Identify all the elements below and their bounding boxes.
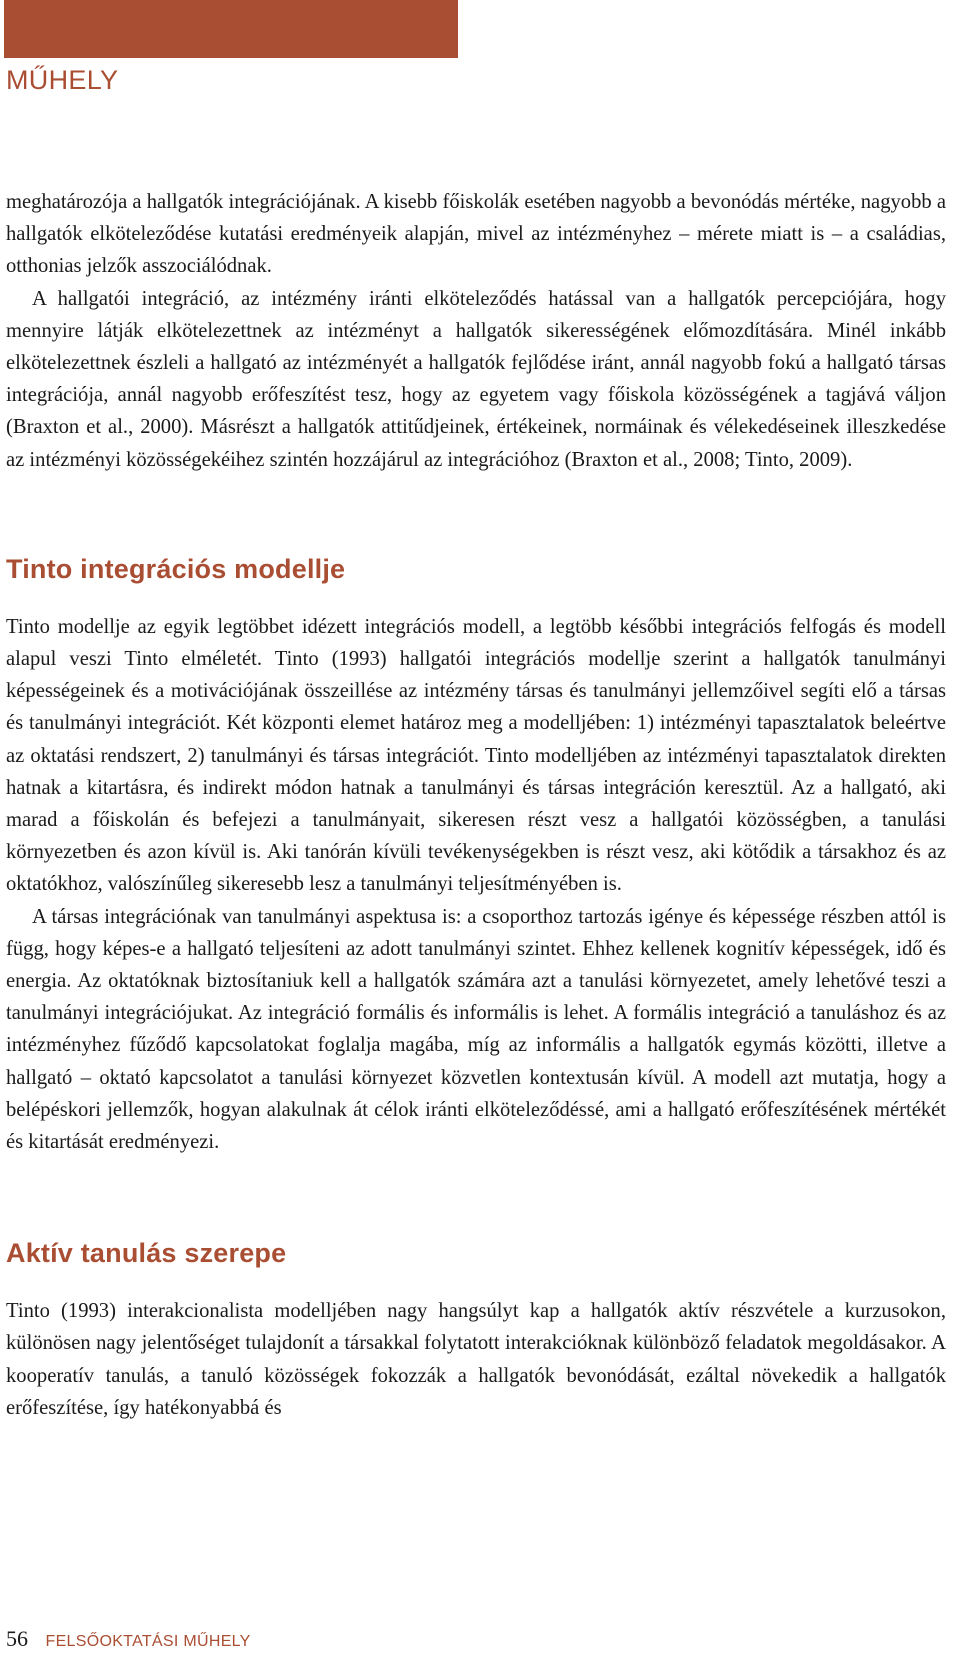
paragraph-tinto-2: A társas integrációnak van tanulmányi aspektusa is: a csoporthoz tartozás igénye és képessége részben attól is függ, hogy képes-e a hallgató teljesíteni az adott tanulmányi szintet. Ehhez kellenek kognitív képességek, idő és energia. Az oktatóknak biztosítaniuk kell a hallgatók számára azt a tanulási környezetet, amely lehetővé teszi a tanulmányi integrációjukat. Az integráció formális és informális is lehet. A formális integráció a tanuláshoz és az intézményhez fűződő kapcsolatokat foglalja magába, míg az informális a hallgatók egymás közötti, illetve a hallgató – oktató kapcsolatot a tanulási környezet közvetlen kontextusán kívül. A modell azt mutatja, hogy a belépéskori jellemzők, hogyan alakulnak át célok iránti elköteleződéssé, ami a hallgató erőfeszítésének mértékét és kitartását eredményezi. [6, 905, 946, 1154]
article-body [6, 186, 946, 1424]
paragraph-intro-2: A hallgatói integráció, az intézmény iránti elköteleződés hatással van a hallgatók percepciójára, hogy mennyire látják elkötelezettnek az intézményt a hallgatók sikerességének előmozdítására. Minél inkább elkötelezettnek észleli a hallgató az intézményét a hallgatók fejlődése iránt, annál nagyobb fokú a hallgató társas integrációja, annál nagyobb erőfeszítést tesz, hogy az egyetem vagy főiskola közösségének a tagjává váljon (Braxton et al., 2000). Másrészt a hallgatók attitűdjeinek, értékeinek, normáinak és vélekedéseinek illeszkedése az intézményi közösségekéihez szintén hozzájárul az integrációhoz (Braxton et al., 2008; Tinto, 2009). [6, 287, 946, 471]
paragraph-tinto-1: Tinto modellje az egyik legtöbbet idézett integrációs modell, a legtöbb későbbi integrációs felfogás és modell alapul veszi Tinto elméletét. Tinto (1993) hallgatói integrációs modellje szerint a hallgatók tanulmányi képességeinek és a motivációjának összeillése az intézmény társas és tanulmányi jellemzőivel segíti elő a társas és tanulmányi integrációt. Két központi elemet határoz meg a modelljében: 1) intézményi tapasztalatok beleértve az oktatási rendszert, 2) tanulmányi és társas integrációt. Tinto modelljében az intézményi tapasztalatok direkten hatnak a kitartásra, és indirekt módon hatnak a tanulmányi és társas integráción keresztül. Az a hallgató, aki marad a főiskolán és befejezi a tanulmányait, sikeresen részt vesz a hallgatói közösségben, a tanulási környezetben és azon kívül is. Aki tanórán kívüli tevékenységekben is részt vesz, aki kötődik a társakhoz és az oktatókhoz, valószínűleg sikeresebb lesz a tanulmányi teljesítményében is. [6, 615, 946, 896]
heading-tinto-model: Tinto integrációs modellje [6, 553, 346, 584]
page-number: 56 [6, 1626, 28, 1651]
page-footer [6, 1626, 251, 1652]
section-label: MŰHELY [6, 65, 119, 95]
paragraph-aktiv-1: Tinto (1993) interakcionalista modelljében nagy hangsúlyt kap a hallgatók aktív részvétele a kurzusokon, különösen nagy jelentőséget tulajdonít a társakkal folytatott interakcióknak különböző feladatok megoldásakor. A kooperatív tanulás, a tanuló közösségek fokozzák a hallgatók bevonódását, ezáltal növekedik a hallgatók erőfeszítése, így hatékonyabbá és [6, 1300, 946, 1419]
paragraph-intro-1: meghatározója a hallgatók integrációjának. A kisebb főiskolák esetében nagyobb a bevonódás mértéke, nagyobb a hallgatók elköteleződése kutatási eredményeik alapján, mivel az intézményhez – mérete miatt is – a családias, otthonias jelzők asszociálódnak. [6, 191, 946, 278]
header-color-bar [4, 0, 458, 58]
heading-active-learning: Aktív tanulás szerepe [6, 1238, 287, 1269]
journal-name: FELSŐOKTATÁSI MŰHELY [45, 1633, 251, 1650]
